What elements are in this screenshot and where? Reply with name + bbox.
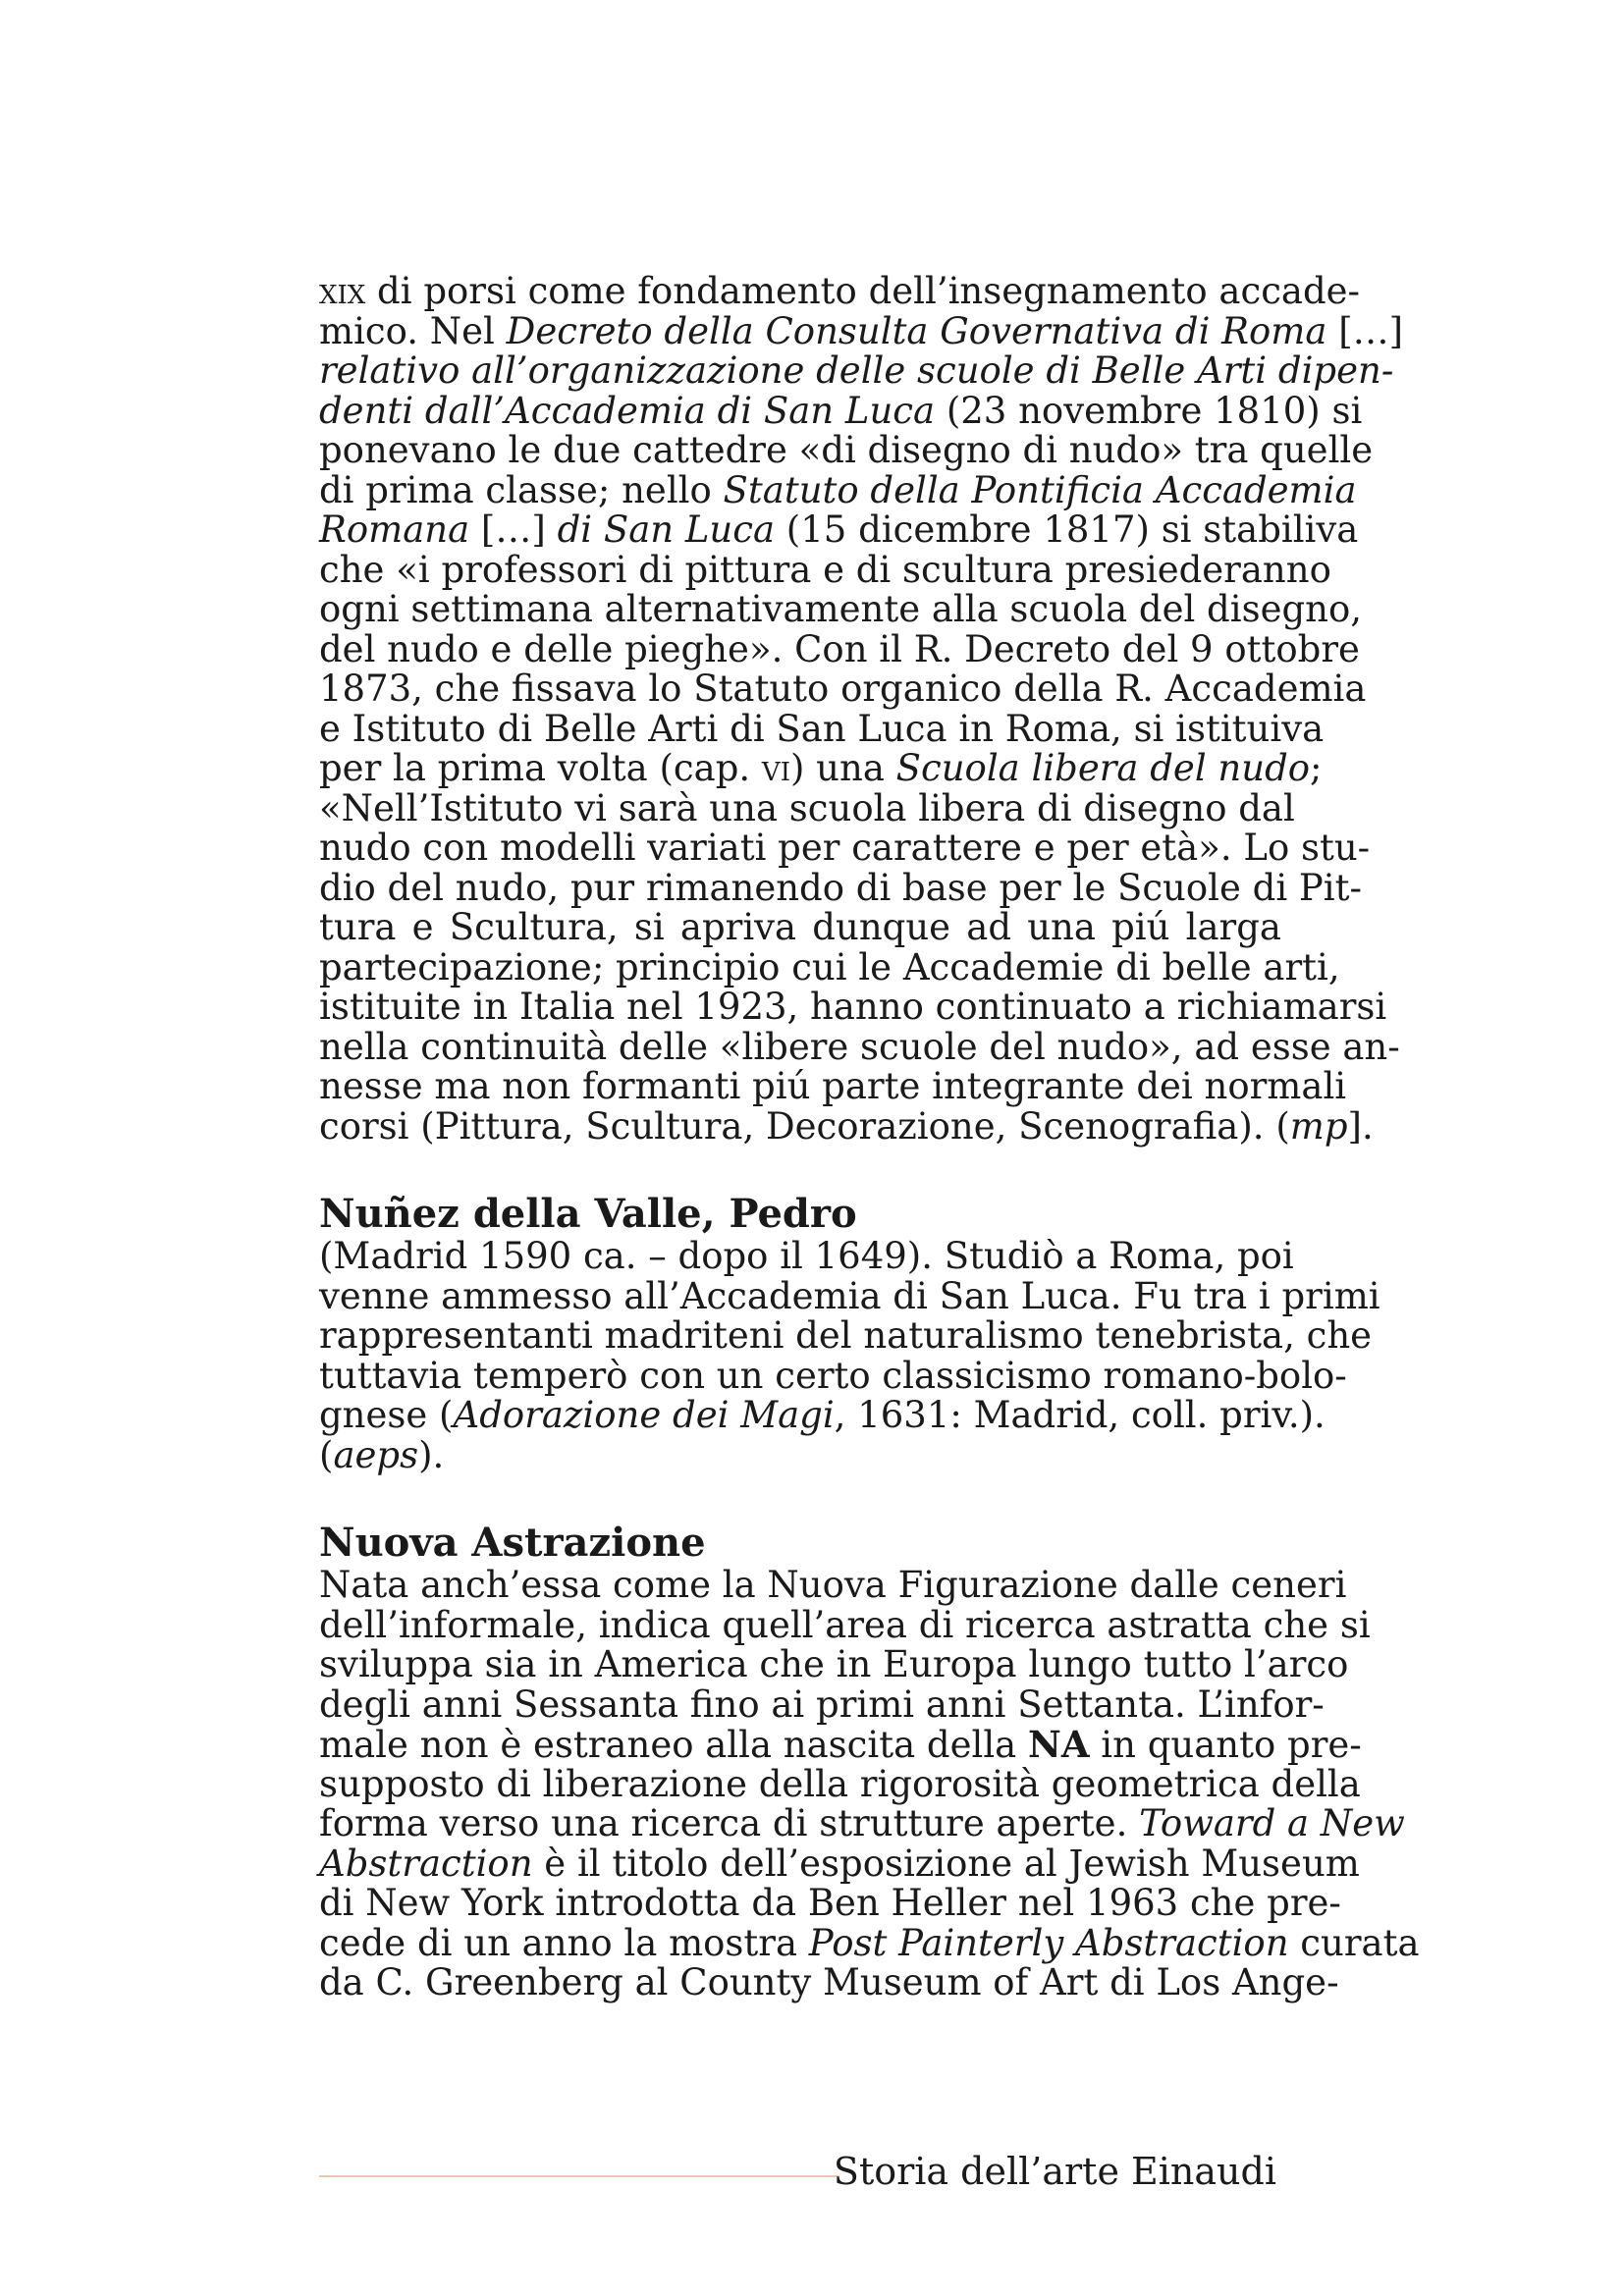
text-segment: di San Luca <box>557 508 776 551</box>
text-segment: tuttavia temperò con un certo classicismo romano-bolo- <box>319 1354 1347 1397</box>
text-line <box>319 1882 1341 1924</box>
text-segment: mico. Nel <box>319 309 507 352</box>
text-line <box>319 1603 1371 1646</box>
text-segment: ogni settimana alternativamente alla scuola del disegno, <box>319 588 1363 630</box>
text-line <box>319 1961 1339 2003</box>
text-line <box>319 1104 1374 1148</box>
text-line <box>319 1354 1347 1397</box>
text-segment: nesse ma non formanti piú parte integrante dei normali <box>319 1065 1347 1107</box>
text-segment: 1873, che fissava lo Statuto organico della R. Accademia <box>319 667 1367 710</box>
text-segment: del nudo e delle pieghe». Con il R. Decreto del 9 ottobre <box>319 627 1360 670</box>
text-segment: vi <box>761 747 790 789</box>
text-segment: Scuola libera del nudo <box>895 747 1311 789</box>
text-line <box>319 1394 1325 1436</box>
text-segment: è il titolo dell’esposizione al Jewish Museum <box>532 1842 1360 1885</box>
text-segment: di porsi come fondamento dell’insegnamento accade- <box>365 270 1361 312</box>
text-segment: nella continuità delle «libere scuole del nudo», ad esse an- <box>319 1025 1400 1068</box>
text-segment: forma verso una ricerca di strutture aperte. <box>319 1802 1140 1844</box>
text-segment: relativo all’organizzazione delle scuole di Belle Arti dipen- <box>319 349 1394 392</box>
text-column <box>319 270 1420 2003</box>
footer-rule <box>319 2175 839 2177</box>
text-line <box>319 1025 1400 1068</box>
text-line <box>319 627 1360 670</box>
text-segment: gnese ( <box>319 1394 454 1436</box>
text-segment: dell’informale, indica quell’area di ricerca astratta che si <box>319 1603 1371 1646</box>
text-line <box>319 1433 1281 1476</box>
text-line <box>319 349 1394 392</box>
text-segment: denti dall’Accademia di San Luca <box>319 389 936 432</box>
text-segment: Adorazione dei Magi <box>453 1394 835 1436</box>
text-segment: NA <box>1028 1723 1090 1766</box>
entry-heading: Nuova Astrazione <box>319 1520 706 1566</box>
text-segment: ). <box>418 1433 445 1476</box>
text-line <box>319 389 1363 432</box>
text-segment: aeps <box>333 1433 419 1476</box>
text-line <box>319 1762 1361 1805</box>
text-line <box>319 908 1281 948</box>
text-segment: (Madrid 1590 ca. – dopo il 1649). Studiò a Roma, poi <box>319 1235 1294 1277</box>
text-line <box>319 1643 1349 1685</box>
text-segment: (23 novembre 1810) si <box>935 389 1363 432</box>
text-segment: partecipazione; principio cui le Accademie di belle arti, <box>319 945 1340 988</box>
text-segment: Nata anch’essa come la Nuova Figurazione dalle ceneri <box>319 1564 1347 1606</box>
text-line <box>319 1921 1420 1964</box>
text-segment: […] <box>1326 309 1404 352</box>
text-segment: curata <box>1288 1921 1420 1964</box>
text-segment: da C. Greenberg al County Museum of Art di Los Ange- <box>319 1961 1339 2003</box>
text-segment: Statuto della Pontificia Accademia <box>723 468 1357 511</box>
text-segment: , 1631: Madrid, coll. priv.). <box>834 1394 1325 1436</box>
text-line <box>319 1723 1362 1766</box>
text-segment: ( <box>319 1433 334 1476</box>
text-line <box>319 1065 1347 1107</box>
text-segment: nudo con modelli variati per carattere e per età». Lo stu- <box>319 827 1371 869</box>
text-segment: Decreto della Consulta Governativa di Roma <box>506 309 1327 352</box>
text-segment: in quanto pre- <box>1089 1724 1362 1766</box>
text-segment: per la prima volta (cap. <box>319 747 762 789</box>
text-segment: che «i professori di pittura e di scultura presiederanno <box>319 548 1331 591</box>
text-segment: ; <box>1310 747 1323 789</box>
text-line <box>319 1274 1380 1317</box>
text-segment: di New York introdotta da Ben Heller nel 1963 che pre- <box>319 1882 1341 1924</box>
footer-title: Storia dell’arte Einaudi <box>833 2150 1276 2193</box>
entry-body <box>319 1564 1420 2003</box>
text-line <box>319 508 1359 551</box>
entry-body <box>319 1235 1380 1476</box>
text-segment: ]. <box>1347 1104 1374 1148</box>
text-line <box>319 1235 1294 1277</box>
text-line <box>319 588 1363 630</box>
text-segment: Abstraction <box>319 1842 533 1885</box>
text-line <box>319 270 1361 312</box>
text-segment: xix <box>319 270 366 312</box>
text-line <box>319 827 1371 869</box>
text-line <box>319 548 1331 591</box>
text-segment: Post Painterly Abstraction <box>808 1921 1289 1964</box>
text-line <box>319 1314 1373 1357</box>
entry-continued <box>319 270 1404 1148</box>
text-segment: sviluppa sia in America che in Europa lungo tutto l’arco <box>319 1643 1349 1685</box>
text-segment: male non è estraneo alla nascita della <box>319 1724 1028 1766</box>
text-segment: «Nell’Istituto vi sarà una scuola libera di disegno dal <box>319 786 1295 829</box>
text-line <box>319 707 1325 750</box>
text-line <box>319 309 1404 352</box>
text-line <box>319 1802 1405 1844</box>
text-segment: supposto di liberazione della rigorosità geometrica della <box>319 1762 1361 1805</box>
text-line <box>319 667 1367 710</box>
entry-nunez <box>319 1191 1380 1476</box>
text-line <box>319 986 1387 1028</box>
text-segment: rappresentanti madriteni del naturalismo tenebrista, che <box>319 1314 1373 1357</box>
text-segment: mp <box>1289 1104 1348 1148</box>
text-segment: […] <box>469 508 558 551</box>
text-segment: cede di un anno la mostra <box>319 1921 809 1964</box>
text-segment: e Istituto di Belle Arti di San Luca in Roma, si istituiva <box>319 707 1325 750</box>
text-segment: istituite in Italia nel 1923, hanno continuato a richiamarsi <box>319 986 1387 1028</box>
text-line <box>319 1842 1360 1885</box>
text-segment: (15 dicembre 1817) si stabiliva <box>775 508 1359 551</box>
text-line <box>319 429 1374 471</box>
text-segment: ponevano le due cattedre «di disegno di nudo» tra quelle <box>319 429 1374 471</box>
text-line <box>319 1682 1325 1726</box>
text-segment: di prima classe; nello <box>319 468 724 511</box>
entry-heading: Nuñez della Valle, Pedro <box>319 1191 857 1237</box>
text-line <box>319 1564 1347 1606</box>
text-line <box>319 945 1340 988</box>
text-segment: degli anni Sessanta fino ai primi anni Settanta. L’infor- <box>319 1682 1325 1726</box>
text-segment: Romana <box>319 508 470 551</box>
text-segment: venne ammesso all’Accademia di San Luca. Fu tra i primi <box>319 1274 1380 1317</box>
text-segment: Toward a New <box>1139 1802 1405 1844</box>
text-line <box>319 866 1363 909</box>
text-segment: tura e Scultura, si apriva dunque ad una piú larga <box>319 906 1281 948</box>
text-segment: corsi (Pittura, Scultura, Decorazione, Scenografia). ( <box>319 1104 1290 1148</box>
text-segment: ) una <box>789 747 896 789</box>
text-line <box>319 468 1357 511</box>
entry-nuova-astrazione <box>319 1520 1420 2003</box>
text-line <box>319 786 1295 829</box>
text-line <box>319 747 1323 789</box>
text-segment: dio del nudo, pur rimanendo di base per le Scuole di Pit- <box>319 866 1363 909</box>
